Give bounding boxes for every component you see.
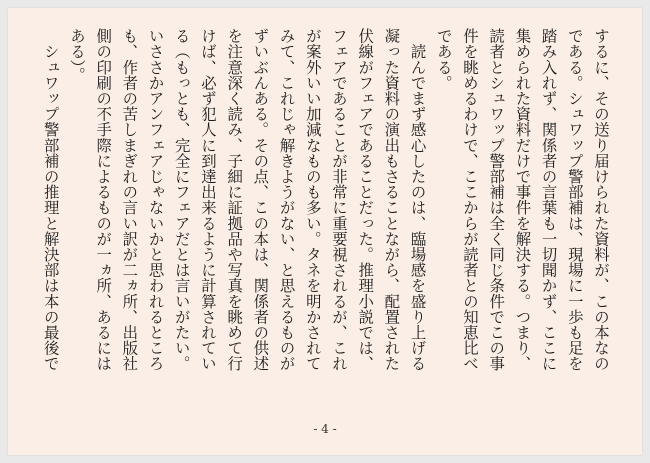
text-line: 側の印刷の不手際によるものが一ヵ所、あるには (94, 28, 113, 372)
text-line: 伏線がフェアであることだった。推理小説では、 (356, 28, 375, 372)
text-line: 読者とシュワップ警部補は全く同じ条件でこの事 (487, 28, 506, 372)
text-line: が案外いい加減なものも多い。タネを明かされて (303, 28, 322, 372)
text-line: である。シュワップ警部補は、現場に一歩も足を (565, 28, 584, 372)
text-line: いささかアンフェアじゃないかと思われるところ (146, 28, 165, 372)
text-line: 凝った資料の演出もさることながら、配置された (382, 28, 401, 372)
text-line: ある）。 (67, 28, 86, 83)
text-line: フェアであることが非常に重要視されるが、これ (329, 28, 348, 372)
vertical-text-body (34, 28, 614, 396)
text-line: けば、必ず犯人に到達出来るように計算されてい (198, 28, 217, 372)
text-line: である。 (434, 28, 453, 91)
text-line: を注意深く読み、子細に証拠品や写真を眺めて行 (225, 28, 244, 372)
text-line: 件を眺めるわけで、ここからが読者との知恵比べ (460, 28, 479, 372)
document-page (8, 8, 642, 455)
text-line: 集められた資料だけで事件を解決する。つまり、 (513, 28, 532, 372)
text-line: 読んでまず感心したのは、臨場感を盛り上げる (408, 28, 427, 372)
text-line: 踏み入れず、関係者の言葉も一切聞かず、ここに (539, 28, 558, 372)
text-line: る（もっとも、完全にフェアだとは言いがたい。 (172, 28, 191, 372)
text-line: ずいぶんある。その点、この本は、関係者の供述 (251, 28, 270, 372)
text-line: シュワップ警部補の推理と解決部は本の最後で (41, 28, 60, 372)
text-line: も、作者の苦しまぎれの言い訳が二ヵ所、出版社 (120, 28, 139, 372)
page-number: - 4 - (313, 422, 337, 436)
text-line: みて、これじゃ解きようがない、と思えるものが (277, 28, 296, 372)
text-line: するに、その送り届けられた資料が、この本なの (592, 28, 610, 372)
